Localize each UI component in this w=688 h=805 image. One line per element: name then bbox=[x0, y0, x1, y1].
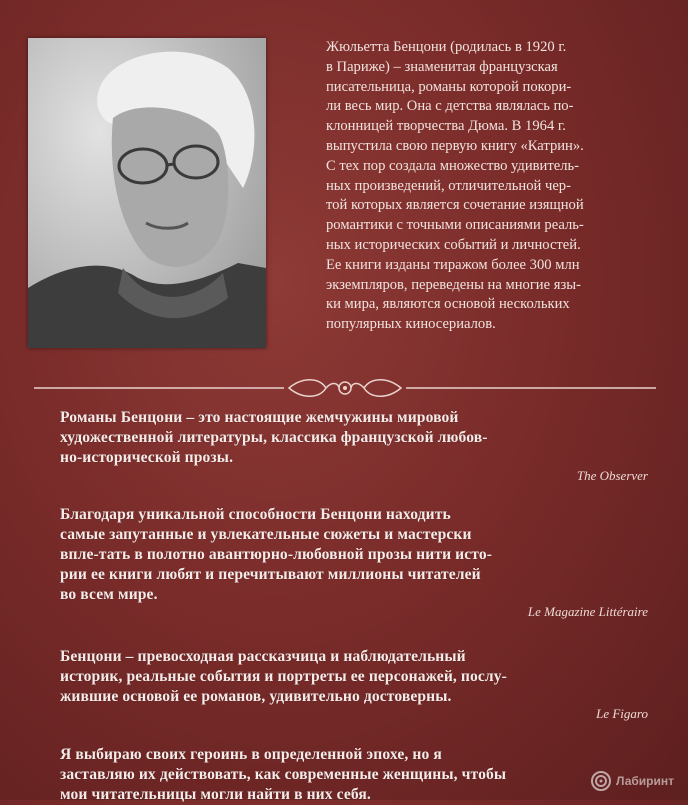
review-source-observer: The Observer bbox=[576, 468, 648, 483]
watermark-text: Лабиринт bbox=[615, 774, 674, 788]
review-source-figaro: Le Figaro bbox=[596, 706, 648, 721]
ornamental-divider bbox=[34, 375, 656, 401]
review-source-magazine-litteraire: Le Magazine Littéraire bbox=[527, 604, 648, 619]
labirint-logo-icon bbox=[590, 770, 612, 792]
review-quote-figaro: Бенцони – превосходная рассказчица и наблюдательный историк, реальные события и портреты ее персонажей, послу- жившие основой ее романов, удивительно достоверны. bbox=[60, 648, 507, 705]
review-quote-magazine-litteraire: Благодаря уникальной способности Бенцони находить самые запутанные и увлекательные сюжеты и мастерски впле-тать в полотно авантюрно-любовной прозы нити исто- рии ее книги любят и перечитывают миллионы читателей во всем мире. bbox=[60, 506, 493, 603]
author-quote: Я выбираю своих героинь в определенной эпохе, но я заставляю их действовать, как современные женщины, чтобы мои читательницы могли найти в них себя. bbox=[60, 746, 507, 803]
author-portrait-image bbox=[28, 38, 266, 348]
labirint-watermark bbox=[590, 770, 674, 792]
review-quote-observer: Романы Бенцони – это настоящие жемчужины мировой художественной литературы, классика французской любов- но-исторической прозы. bbox=[60, 409, 488, 466]
author-photo bbox=[28, 38, 266, 348]
author-biography: Жюльетта Бенцони (родилась в 1920 г. в Париже) – знаменитая французская писательница, романы которой покори- ли весь мир. Она с детства являлась по- клонницей творчества Дюма. В 1964 г. выпустила свою первую книгу «Катрин». С тех пор создала множество удивитель- ных произведений, отличительной чер- той которых является сочетание изящной романтики с точными описаниями реаль- ных исторических событий и личностей. Ее книги изданы тиражом более 300 млн экземпляров, переведены на многие язы- ки мира, являются основой нескольких популярных киносериалов. bbox=[326, 39, 584, 333]
